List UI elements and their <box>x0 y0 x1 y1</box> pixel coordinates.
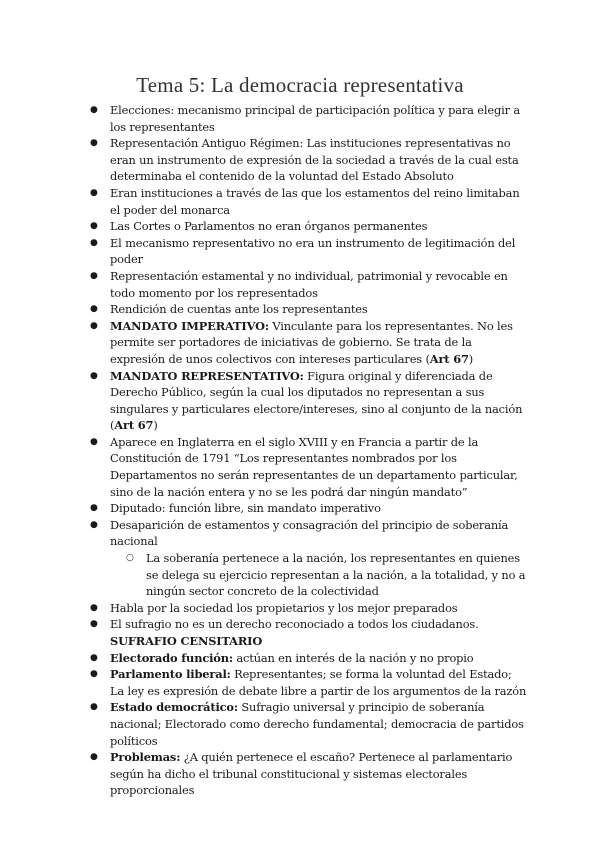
page-title: Tema 5: La democracia representativa <box>136 73 464 97</box>
list-item: ● Parlamento liberal: Representantes; se forma la voluntad del Estado; La ley es expresión de debate libre a partir de los argumentos de la razón <box>90 667 527 698</box>
bullet-icon: ● <box>90 652 98 663</box>
list-item: ● Estado democrático: Sufragio universal y principio de soberanía nacional; Electorado como derecho fundamental; democracia de partidos políticos <box>90 700 524 748</box>
bullet-icon: ● <box>90 370 98 381</box>
bullet-icon: ● <box>90 237 98 248</box>
bullet-icon: ● <box>90 669 98 680</box>
list-item: ● El sufragio no es un derecho reconociado a todos los ciudadanos. SUFRAFIO CENSITARIO <box>90 617 479 648</box>
bullet-icon: ● <box>90 702 98 713</box>
sub-bullet-list <box>110 550 528 600</box>
bullet-icon: ● <box>90 503 98 514</box>
bullet-icon: ● <box>90 519 98 530</box>
circle-bullet-icon: ○ <box>126 553 134 564</box>
bullet-icon: ● <box>90 105 98 115</box>
list-item: ● MANDATO REPRESENTATIVO: Figura original y diferenciada de Derecho Público, según la cual los diputados no representan a sus singulares y particulares electore/intereses, sino al conjunto de la nación (Art 67) <box>90 368 523 433</box>
list-item: ● Representación Antiguo Régimen: Las instituciones representativas no eran un instrumento de expresión de la sociedad a través de la cual esta determinaba el contenido de la voluntad del Estado Absoluto <box>90 136 519 184</box>
list-item: ● Representación estamental y no individual, patrimonial y revocable en todo momento por los representados <box>90 268 508 300</box>
bullet-icon: ● <box>90 619 98 630</box>
list-item: ● Aparece en Inglaterra en el siglo XVIII y en Francia a partir de la Constitución de 1791 “Los representantes nombrados por los Departamentos no serán representantes de un departamento particular, sino de la nación entera y no se les podrá dar ningún mandato” <box>90 434 518 499</box>
bullet-icon: ● <box>90 304 98 315</box>
bullet-icon: ● <box>90 187 98 198</box>
list-item: ● Eran instituciones a través de las que los estamentos del reino limitaban el poder del monarca <box>90 185 520 217</box>
bullet-list <box>90 102 528 799</box>
list-item: ● MANDATO IMPERATIVO: Vinculante para los representantes. No les permite ser portadores de iniciativas de gobierno. Se trata de la expresión de unos colectivos con intereses particulares (Art 67) <box>90 318 513 366</box>
sub-list-item: ○ La soberanía pertenece a la nación, los representantes en quienes se delega su ejercicio representan a la nación, a la totalidad, y no a ningún sector concreto de la colectividad <box>126 551 526 599</box>
bullet-icon: ● <box>90 436 98 447</box>
list-item: ● Problemas: ¿A quién pertenece el escaño? Pertenece al parlamentario según ha dicho el tribunal constitucional y sistemas electorales proporcionales <box>90 750 513 798</box>
list-item: ● Las Cortes o Parlamentos no eran órganos permanentes <box>90 219 428 234</box>
bullet-icon: ● <box>90 752 98 763</box>
list-item: ● Diputado: función libre, sin mandato imperativo <box>90 501 381 516</box>
bullet-icon: ● <box>90 320 98 331</box>
bullet-icon: ● <box>90 270 98 281</box>
bullet-icon: ● <box>90 602 98 613</box>
list-item: ● El mecanismo representativo no era un instrumento de legitimación del poder <box>90 235 516 267</box>
bullet-icon: ● <box>90 221 98 232</box>
list-item: ● Habla por la sociedad los propietarios y los mejor preparados <box>90 600 458 615</box>
list-item: ● Electorado función: actúan en interés de la nación y no propio <box>90 650 474 665</box>
list-item: ● Elecciones: mecanismo principal de participación política y para elegir a los representantes <box>90 103 520 134</box>
bullet-icon: ● <box>90 138 98 149</box>
list-item: ● Desaparición de estamentos y consagración del principio de soberanía nacional ○ La soberanía pertenece a la nación, los representantes en quienes se delega su ejercicio representan a la nación, a la totalidad, y no a ningún sector concreto de la colectividad <box>90 517 528 600</box>
list-item: ● Rendición de cuentas ante los representantes <box>90 302 368 317</box>
